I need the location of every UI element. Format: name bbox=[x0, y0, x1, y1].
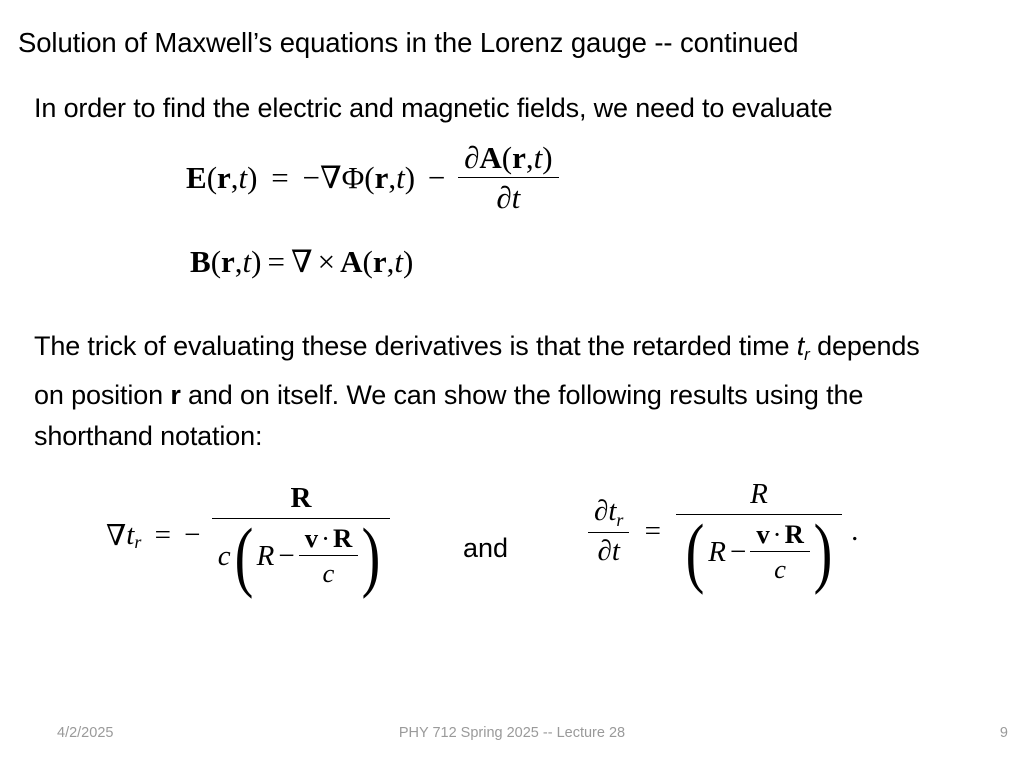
eq3-inner-fraction bbox=[299, 523, 359, 589]
eq3-inner-numerator bbox=[299, 523, 359, 556]
eq4-R-scalar: R bbox=[750, 478, 768, 510]
eq3-R-vector: R bbox=[290, 482, 312, 514]
eq3-main-fraction bbox=[212, 482, 390, 599]
eq4-left-denominator bbox=[588, 533, 629, 568]
footer-date: 4/2/2025 bbox=[57, 725, 114, 741]
eq2-rparen-2: ) bbox=[402, 244, 414, 279]
eq2-rparen: ) bbox=[251, 244, 262, 279]
eq1-phi-symbol: Φ bbox=[341, 160, 365, 195]
eq1-r-symbol: r bbox=[217, 160, 231, 195]
eq2-comma: , bbox=[234, 244, 243, 279]
eq1-comma: , bbox=[230, 160, 239, 195]
eq1-lparen: ( bbox=[206, 160, 218, 195]
intro-paragraph-text: In order to find the electric and magnetic fields, we need to evaluate bbox=[34, 93, 833, 123]
trick-tr-base: t bbox=[796, 331, 805, 361]
eq4-right-paren: ) bbox=[813, 507, 833, 595]
eq3-dot-product: · bbox=[321, 523, 330, 553]
trick-tr-subscript: r bbox=[804, 345, 810, 365]
eq3-right-paren: ) bbox=[361, 511, 381, 599]
eq3-c-symbol: c bbox=[217, 539, 231, 572]
eq4-dot-product: · bbox=[772, 519, 782, 549]
intro-paragraph bbox=[34, 88, 954, 129]
eq3-minus: − bbox=[184, 519, 201, 551]
eq4-partial-2: ∂ bbox=[597, 534, 612, 567]
eq4-partial: ∂ bbox=[594, 495, 609, 528]
trick-text-part1: The trick of evaluating these derivatives is that the retarded time bbox=[34, 331, 797, 361]
eq3-c-symbol-2: c bbox=[322, 558, 335, 588]
eq4-t-symbol: t bbox=[608, 495, 617, 528]
electric-field-equation bbox=[186, 140, 559, 216]
eq3-nabla: ∇ bbox=[106, 520, 127, 552]
eq1-t-symbol-2: t bbox=[396, 160, 405, 195]
eq1-rparen: ) bbox=[247, 160, 258, 195]
eq3-left-paren: ( bbox=[234, 511, 254, 599]
eq3-t-symbol: t bbox=[126, 519, 135, 551]
partial-retarded-time-equation bbox=[588, 478, 859, 595]
eq2-times: × bbox=[317, 244, 336, 279]
eq1-nabla: ∇ bbox=[319, 160, 342, 195]
eq1-minus: − bbox=[302, 160, 320, 195]
eq4-main-fraction bbox=[676, 478, 842, 595]
eq2-r-symbol: r bbox=[221, 244, 235, 279]
eq3-inner-denominator bbox=[299, 556, 359, 589]
eq4-inner-numerator bbox=[750, 519, 810, 552]
trick-text-part3: and on itself. We can show the following results using the shorthand notation: bbox=[34, 380, 864, 452]
magnetic-field-equation bbox=[190, 244, 413, 280]
eq1-minus-2: − bbox=[427, 160, 446, 195]
eq3-R-scalar: R bbox=[256, 539, 275, 572]
eq4-left-paren: ( bbox=[685, 507, 705, 595]
slide-title: Solution of Maxwell’s equations in the Lorenz gauge -- continued bbox=[18, 27, 799, 58]
eq4-t-symbol-2: t bbox=[611, 534, 620, 567]
eq1-fraction-denominator bbox=[458, 178, 559, 216]
eq2-equals: = bbox=[267, 244, 285, 279]
eq1-equals: = bbox=[271, 160, 289, 195]
eq1-partial: ∂ bbox=[464, 140, 480, 175]
eq4-R-scalar-2: R bbox=[708, 535, 726, 568]
eq1-E-symbol: E bbox=[186, 160, 207, 195]
eq4-inner-minus: − bbox=[729, 535, 747, 568]
eq2-t-symbol: t bbox=[242, 244, 252, 279]
eq1-t-symbol-4: t bbox=[511, 180, 521, 215]
gradient-retarded-time-equation bbox=[106, 482, 390, 599]
eq2-comma-2: , bbox=[386, 244, 395, 279]
eq1-t-symbol-3: t bbox=[533, 140, 543, 175]
eq1-partial-A-fraction bbox=[458, 140, 559, 216]
eq1-comma-2: , bbox=[388, 160, 397, 195]
eq2-r-symbol-2: r bbox=[372, 244, 387, 279]
eq4-c-symbol: c bbox=[774, 554, 786, 584]
eq4-R-vector: R bbox=[784, 519, 804, 549]
eq1-rparen-3: ) bbox=[542, 140, 553, 175]
eq1-rparen-2: ) bbox=[404, 160, 416, 195]
trick-r-vector: r bbox=[170, 380, 181, 411]
eq2-t-symbol-2: t bbox=[394, 244, 403, 279]
eq2-lparen: ( bbox=[210, 244, 222, 279]
eq1-t-symbol: t bbox=[238, 160, 248, 195]
eq4-t-subscript: r bbox=[616, 509, 624, 530]
eq4-denominator bbox=[676, 507, 842, 595]
eq4-left-fraction bbox=[588, 495, 629, 568]
eq1-r-symbol-2: r bbox=[374, 160, 389, 195]
eq4-inner-denominator bbox=[750, 552, 810, 585]
retarded-time-paragraph bbox=[34, 326, 954, 457]
eq4-inner-fraction bbox=[750, 519, 810, 585]
eq4-equals: = bbox=[644, 515, 662, 547]
eq3-t-subscript: r bbox=[134, 532, 142, 553]
eq4-trailing-period: . bbox=[851, 515, 859, 547]
eq3-v-vector: v bbox=[304, 523, 319, 553]
eq1-fraction-numerator bbox=[458, 140, 559, 178]
eq2-lparen-2: ( bbox=[362, 244, 373, 279]
eq1-r-symbol-3: r bbox=[512, 140, 526, 175]
eq3-denominator bbox=[212, 511, 390, 599]
footer-course-label: PHY 712 Spring 2025 -- Lecture 28 bbox=[398, 725, 626, 741]
eq2-B-symbol: B bbox=[190, 244, 211, 279]
eq1-comma-3: , bbox=[525, 140, 534, 175]
eq1-A-symbol: A bbox=[479, 140, 502, 175]
eq2-nabla: ∇ bbox=[290, 244, 313, 279]
eq1-partial-2: ∂ bbox=[496, 180, 512, 215]
and-connector-label: and bbox=[463, 533, 509, 563]
eq2-A-symbol: A bbox=[340, 244, 363, 279]
eq3-inner-minus: − bbox=[278, 539, 295, 572]
eq4-v-vector: v bbox=[756, 519, 770, 549]
eq3-R-vector-2: R bbox=[332, 523, 353, 553]
footer-page-number: 9 bbox=[999, 725, 1008, 741]
eq1-lparen-2: ( bbox=[364, 160, 375, 195]
eq1-lparen-3: ( bbox=[501, 140, 513, 175]
eq3-equals: = bbox=[154, 519, 171, 551]
trick-text-part2: depends on position bbox=[34, 331, 920, 411]
eq4-left-numerator bbox=[588, 495, 629, 533]
